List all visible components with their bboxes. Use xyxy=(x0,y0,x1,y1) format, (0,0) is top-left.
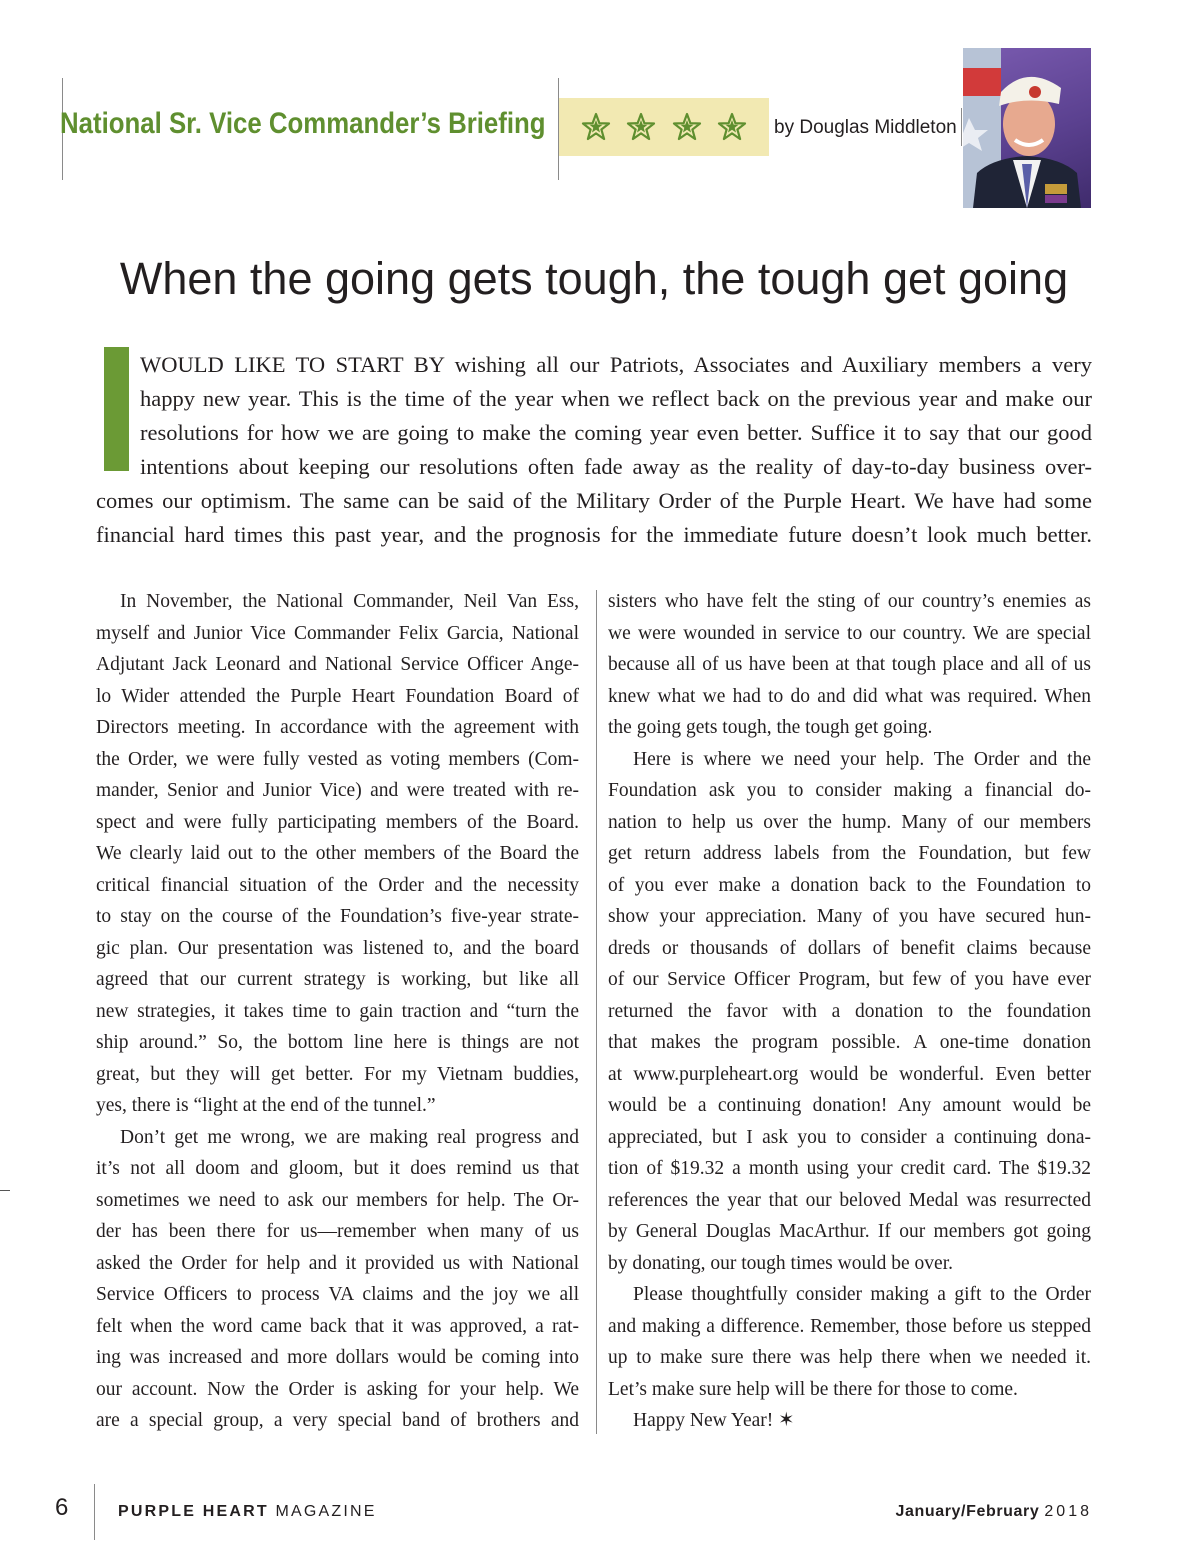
left-column-line: Don’t get me wrong, we are making real progress and xyxy=(120,1126,579,1148)
star-icon xyxy=(581,112,611,142)
left-column-line: our account. Now the Order is asking for your help. We xyxy=(96,1378,579,1400)
intro-line: WOULD LIKE TO START BY wishing all our Patriots, Associates and Auxiliary members a very xyxy=(140,352,1092,377)
right-column-line: knew what we had to do and did what was required. When xyxy=(608,685,1091,707)
left-column-line: In November, the National Commander, Neil Van Ess, xyxy=(120,591,579,612)
header-rule-right xyxy=(961,108,962,146)
stars-band xyxy=(559,98,769,156)
left-column-line: myself and Junior Vice Commander Felix Garcia, National xyxy=(96,622,579,644)
left-column-line: are a special group, a very special band of brothers and xyxy=(96,1410,579,1431)
left-column-line: agreed that our current strategy is working, but like all xyxy=(96,969,579,990)
left-column-line: Service Officers to process VA claims and the joy we all xyxy=(96,1284,579,1305)
right-column-line: Let’s make sure help will be there for those to come. xyxy=(608,1378,1018,1400)
right-column-line: that makes the program possible. A one-time donation xyxy=(608,1032,1091,1053)
left-column-line: the Order, we were fully vested as voting members (Com- xyxy=(96,748,579,770)
intro-line: happy new year. This is the time of the year when we reflect back on the previous year and make our xyxy=(140,386,1092,411)
magazine-name-rest: MAGAZINE xyxy=(268,1503,377,1520)
left-column-line: mander, Senior and Junior Vice) and were treated with re- xyxy=(96,780,579,801)
intro-line: comes our optimism. The same can be said of the Military Order of the Purple Heart. We have had some xyxy=(96,488,1092,513)
issue-months: January/February xyxy=(895,1503,1040,1520)
author-portrait xyxy=(963,48,1091,208)
right-column-line: Happy New Year! ✶ xyxy=(633,1410,795,1431)
star-icon xyxy=(626,112,656,142)
page-number: 6 xyxy=(55,1494,69,1521)
right-column-line: Here is where we need your help. The Order and the xyxy=(633,748,1091,770)
portrait-illustration xyxy=(963,48,1091,208)
left-column-line: ing was increased and more dollars would be coming into xyxy=(96,1347,579,1368)
byline: by Douglas Middleton xyxy=(774,117,957,138)
intro-line: intentions about keeping our resolutions often fade away as the reality of day-to-day business over- xyxy=(140,454,1092,479)
left-column-line: der has been there for us—remember when many of us xyxy=(96,1221,579,1242)
star-icon xyxy=(672,112,702,142)
left-column-line: sometimes we need to ask our members for help. The Or- xyxy=(96,1189,579,1211)
issue-year: 2018 xyxy=(1044,1503,1092,1520)
right-column-line: references the year that our beloved Medal was resurrected xyxy=(608,1189,1091,1211)
left-column-line: We clearly laid out to the other members of the Board the xyxy=(96,843,579,864)
right-column-line: Please thoughtfully consider making a gift to the Order xyxy=(633,1284,1091,1305)
headline: When the going gets tough, the tough get going xyxy=(119,253,1069,304)
right-column-line: by donating, our tough times would be over. xyxy=(608,1252,954,1274)
left-column-line: great, but they will get better. For my Vietnam buddies, xyxy=(96,1063,579,1085)
left-column-line: ship around.” So, the bottom line here is things are not xyxy=(96,1032,579,1053)
left-column-line: new strategies, it takes time to gain traction and “turn the xyxy=(96,1000,579,1022)
star-icon xyxy=(717,112,747,142)
left-column-line: critical financial situation of the Order and the necessity xyxy=(96,874,579,896)
issue-date xyxy=(895,1500,1092,1524)
right-column-line: tion of $19.32 a month using your credit card. The $19.32 xyxy=(608,1158,1091,1179)
right-column-line: sisters who have felt the sting of our country’s enemies as xyxy=(608,591,1091,612)
left-column-line: asked the Order for help and it provided us with National xyxy=(96,1252,579,1274)
left-column-line: yes, there is “light at the end of the tunnel.” xyxy=(96,1095,436,1116)
right-column-line: we were wounded in service to our country. We are special xyxy=(608,622,1091,644)
right-column-line: returned the favor with a donation to the foundation xyxy=(608,1000,1091,1022)
left-column-line: it’s not all doom and gloom, but it does remind us that xyxy=(96,1158,579,1179)
right-column-line: because all of us have been at that tough place and all of us xyxy=(608,654,1091,675)
drop-cap-i xyxy=(104,347,129,471)
left-column-line: to stay on the course of the Foundation’s five-year strate- xyxy=(96,906,579,927)
left-column-line: felt when the word came back that it was approved, a rat- xyxy=(96,1315,579,1337)
right-column-line: nation to help us over the hump. Many of our members xyxy=(608,811,1091,833)
intro-line: resolutions for how we are going to make the coming year even better. Suffice it to say that our good xyxy=(140,420,1092,445)
left-column-line: Directors meeting. In accordance with the agreement with xyxy=(96,717,579,738)
intro-line: financial hard times this past year, and the prognosis for the immediate future doesn’t look much better. xyxy=(96,522,1092,547)
right-column-line: and making a difference. Remember, those before us stepped xyxy=(608,1315,1091,1337)
right-column-line: up to make sure there was help there when we needed it. xyxy=(608,1347,1091,1368)
right-column-line: appreciated, but I ask you to consider a continuing dona- xyxy=(608,1126,1091,1148)
magazine-name-bold: PURPLE HEART xyxy=(118,1503,269,1520)
left-column-line: lo Wider attended the Purple Heart Foundation Board of xyxy=(96,685,579,707)
right-column-line: by General Douglas MacArthur. If our members got going xyxy=(608,1221,1091,1242)
right-column-line: Foundation ask you to consider making a financial do- xyxy=(608,780,1091,801)
right-column-line: at www.purpleheart.org would be wonderful. Even better xyxy=(608,1063,1091,1085)
right-column-line: show your appreciation. Many of you have secured hun- xyxy=(608,906,1091,927)
right-column-line: get return address labels from the Foundation, but few xyxy=(608,843,1091,864)
right-column-line: would be a continuing donation! Any amount would be xyxy=(608,1095,1091,1116)
footer-rule xyxy=(94,1484,95,1540)
left-column-line: gic plan. Our presentation was listened to, and the board xyxy=(96,937,579,959)
margin-tick xyxy=(0,1190,10,1191)
right-column-line: of our Service Officer Program, but few of you have ever xyxy=(608,969,1091,990)
right-column-line: dreds or thousands of dollars of benefit claims because xyxy=(608,937,1091,959)
right-column-line: of you ever make a donation back to the Foundation to xyxy=(608,874,1091,896)
left-column-line: Adjutant Jack Leonard and National Service Officer Ange- xyxy=(96,654,579,675)
magazine-name xyxy=(118,1500,377,1524)
column-rule xyxy=(596,590,597,1434)
left-column-line: spect and were fully participating members of the Board. xyxy=(96,811,579,833)
right-column-line: the going gets tough, the tough get going. xyxy=(608,717,933,738)
section-title: National Sr. Vice Commander’s Briefing xyxy=(60,107,546,140)
